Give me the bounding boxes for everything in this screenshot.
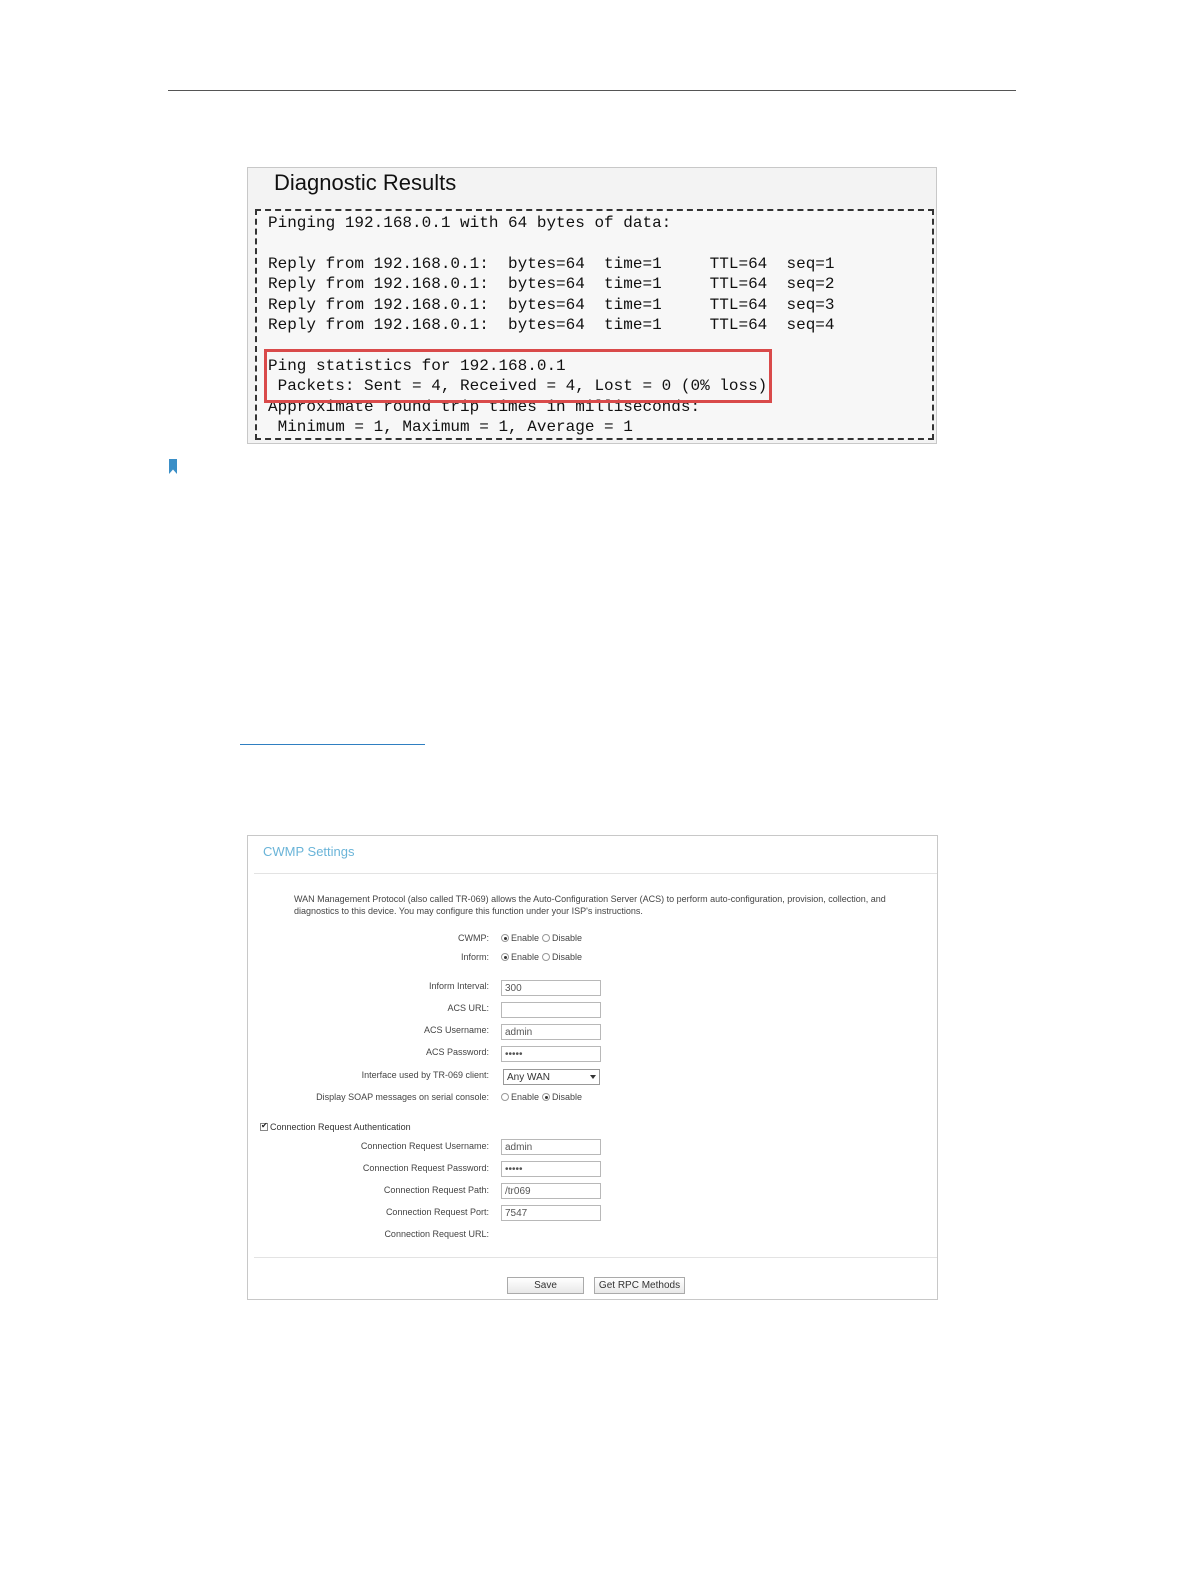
inform-disable-radio[interactable]: [542, 953, 550, 961]
interface-select[interactable]: [503, 1069, 600, 1085]
packets-line: Packets: Sent = 4, Received = 4, Lost = 0 (0% loss): [268, 377, 768, 395]
conn-auth-label: Connection Request Authentication: [270, 1122, 411, 1132]
soap-radio-group: [501, 1092, 585, 1102]
interface-select-value: Any WAN: [507, 1072, 550, 1083]
cwmp-disable-radio[interactable]: [542, 934, 550, 942]
ping-stats-line: Ping statistics for 192.168.0.1: [268, 357, 566, 375]
soap-enable-radio[interactable]: [501, 1093, 509, 1101]
acs-password-input[interactable]: •••••: [501, 1046, 601, 1062]
cwmp-settings-panel: [247, 835, 938, 1300]
reply-line-2: Reply from 192.168.0.1: bytes=64 time=1 TTL=64 seq=2: [268, 275, 835, 293]
acs-url-input[interactable]: [501, 1002, 601, 1018]
get-rpc-methods-button[interactable]: Get RPC Methods: [594, 1277, 685, 1294]
interface-label: Interface used by TR-069 client:: [361, 1070, 489, 1080]
soap-label: Display SOAP messages on serial console:: [316, 1092, 489, 1102]
stats-highlight-box: [264, 349, 772, 403]
cwmp-disable-text: Disable: [552, 933, 583, 943]
reply-line-4: Reply from 192.168.0.1: bytes=64 time=1 TTL=64 seq=4: [268, 316, 835, 334]
diagnostic-title: Diagnostic Results: [274, 170, 457, 195]
inform-disable-text: Disable: [552, 952, 583, 962]
cwmp-label: CWMP:: [458, 933, 489, 943]
link-underline[interactable]: [240, 744, 425, 745]
inform-interval-label: Inform Interval:: [428, 981, 489, 991]
check-icon: ✔: [261, 1121, 268, 1130]
acs-username-input[interactable]: admin: [501, 1024, 601, 1040]
ping-header-line: Pinging 192.168.0.1 with 64 bytes of data:: [268, 214, 672, 232]
conn-auth-row: [260, 1122, 411, 1132]
soap-disable-radio[interactable]: [542, 1093, 550, 1101]
rtt-values-line: Minimum = 1, Maximum = 1, Average = 1: [268, 418, 633, 436]
inform-enable-text: Enable: [511, 952, 540, 962]
diagnostic-output: [255, 209, 934, 440]
reply-line-1: Reply from 192.168.0.1: bytes=64 time=1 TTL=64 seq=1: [268, 255, 835, 273]
divider: [254, 1257, 937, 1258]
conn-port-input[interactable]: 7547: [501, 1205, 601, 1221]
save-button[interactable]: Save: [507, 1277, 584, 1294]
acs-password-label: ACS Password:: [425, 1047, 489, 1057]
conn-password-label: Connection Request Password:: [362, 1163, 489, 1173]
acs-url-label: ACS URL:: [447, 1003, 489, 1013]
conn-port-label: Connection Request Port:: [385, 1207, 489, 1217]
conn-path-input[interactable]: /tr069: [501, 1183, 601, 1199]
soap-disable-text: Disable: [552, 1092, 583, 1102]
rtt-header-line: Approximate round trip times in milliseconds:: [268, 398, 701, 416]
reply-line-3: Reply from 192.168.0.1: bytes=64 time=1 TTL=64 seq=3: [268, 296, 835, 314]
conn-username-label: Connection Request Username:: [360, 1141, 489, 1151]
cwmp-description: WAN Management Protocol (also called TR-069) allows the Auto-Configuration Server (ACS) to perform auto-configuration, provision, collection, and diagnostics to this device. You may configure this function under your ISP's instructions.: [294, 894, 886, 916]
inform-enable-radio[interactable]: [501, 953, 509, 961]
conn-username-input[interactable]: admin: [501, 1139, 601, 1155]
inform-label: Inform:: [460, 952, 489, 962]
soap-enable-text: Enable: [511, 1092, 540, 1102]
cwmp-enable-radio[interactable]: [501, 934, 509, 942]
header-rule: [168, 90, 1016, 91]
divider: [254, 873, 937, 874]
bookmark-icon: [169, 459, 177, 474]
conn-url-label: Connection Request URL:: [384, 1229, 489, 1239]
diagnostic-results-panel: [247, 167, 937, 444]
inform-interval-input[interactable]: 300: [501, 980, 601, 996]
chevron-down-icon: [590, 1075, 596, 1079]
cwmp-enable-text: Enable: [511, 933, 540, 943]
cwmp-radio-group: [501, 933, 585, 943]
acs-username-label: ACS Username:: [423, 1025, 489, 1035]
conn-password-input[interactable]: •••••: [501, 1161, 601, 1177]
inform-radio-group: [501, 952, 585, 962]
conn-auth-checkbox[interactable]: [260, 1123, 268, 1131]
cwmp-title: CWMP Settings: [263, 844, 355, 859]
conn-path-label: Connection Request Path:: [383, 1185, 489, 1195]
